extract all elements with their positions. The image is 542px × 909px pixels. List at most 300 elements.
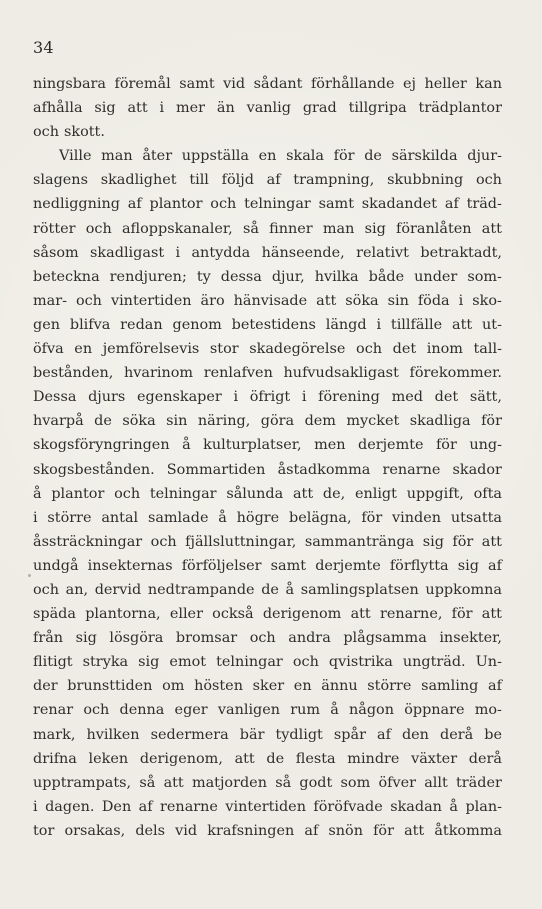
text-line bbox=[33, 120, 502, 144]
word: såsom bbox=[33, 244, 79, 261]
text-line bbox=[33, 289, 502, 313]
word: öppnare bbox=[404, 702, 465, 719]
word: krafsningen bbox=[207, 822, 295, 839]
word: och bbox=[475, 172, 502, 189]
word: af bbox=[304, 822, 319, 839]
word: plantor bbox=[149, 196, 203, 213]
word: en bbox=[293, 678, 312, 695]
word: qvistrika bbox=[328, 654, 393, 671]
text-line bbox=[33, 747, 502, 771]
word: till bbox=[189, 172, 209, 189]
word: derigenom, bbox=[139, 750, 223, 767]
word: skadligast bbox=[90, 244, 165, 261]
word: denna bbox=[119, 702, 165, 719]
word: skogsföryngringen bbox=[33, 437, 170, 454]
word: telningar bbox=[149, 485, 217, 502]
word: att bbox=[481, 606, 502, 623]
word: tillfälle bbox=[390, 316, 443, 333]
word: sin bbox=[166, 413, 188, 430]
word: bestånden, bbox=[33, 365, 114, 382]
word: sig bbox=[75, 630, 97, 647]
word: den bbox=[401, 726, 429, 743]
word: öfver bbox=[378, 774, 416, 791]
word: plantor bbox=[51, 485, 105, 502]
word: rum bbox=[290, 702, 321, 719]
word: fjällsluttningar, bbox=[185, 533, 297, 550]
word: tor bbox=[33, 822, 55, 839]
word: snön bbox=[328, 822, 363, 839]
word: kan bbox=[475, 76, 502, 92]
word: äro bbox=[200, 292, 225, 309]
word: å bbox=[182, 437, 191, 454]
word: under bbox=[414, 268, 458, 285]
word: insekter, bbox=[439, 630, 502, 647]
word: samlade bbox=[147, 509, 209, 526]
word: träd- bbox=[466, 196, 502, 213]
word: för bbox=[481, 413, 502, 430]
word: att bbox=[350, 606, 371, 623]
word: af bbox=[488, 557, 502, 574]
word: allt bbox=[424, 774, 448, 791]
word: och bbox=[356, 341, 383, 358]
word: derå bbox=[468, 750, 502, 767]
word: med bbox=[391, 389, 423, 406]
word: telningar bbox=[216, 654, 283, 671]
word: ung- bbox=[469, 437, 502, 454]
word: inom bbox=[426, 341, 463, 358]
word: sedermera bbox=[150, 726, 229, 743]
word: renarne bbox=[160, 798, 218, 815]
word: å bbox=[285, 581, 295, 598]
word: att bbox=[481, 533, 502, 550]
word: också bbox=[212, 606, 254, 623]
word: andra bbox=[288, 630, 331, 647]
word: emot bbox=[169, 654, 207, 671]
word: ungträd. bbox=[402, 654, 466, 671]
word: gen bbox=[33, 316, 60, 333]
word: betestidens bbox=[231, 316, 316, 333]
word: uppkomna bbox=[425, 581, 502, 598]
word: antal bbox=[101, 509, 139, 526]
word: grad bbox=[302, 100, 337, 117]
word: brunsttiden bbox=[67, 678, 153, 695]
word: rendjuren; bbox=[109, 268, 187, 285]
word: de bbox=[261, 581, 279, 598]
word: renarne, bbox=[379, 606, 443, 623]
word: både bbox=[368, 268, 405, 285]
word: vintertiden bbox=[225, 798, 306, 815]
text-line bbox=[33, 506, 502, 530]
word: vanligen bbox=[217, 702, 281, 719]
text-line bbox=[33, 482, 502, 506]
text-line bbox=[33, 530, 502, 554]
word: djur- bbox=[467, 148, 502, 165]
word: åssträckningar bbox=[33, 533, 143, 550]
word: så bbox=[275, 774, 292, 791]
word: dels bbox=[135, 822, 166, 839]
word: ej bbox=[402, 76, 416, 92]
word: sig bbox=[364, 220, 386, 237]
word: man bbox=[101, 148, 133, 165]
word: derå bbox=[440, 726, 474, 743]
word: vid bbox=[175, 822, 198, 839]
word: högre bbox=[236, 509, 280, 526]
word: för bbox=[361, 509, 383, 526]
word: det bbox=[392, 341, 417, 358]
word: matjorden bbox=[191, 774, 267, 791]
word: nedtrampande bbox=[147, 581, 255, 598]
word: sig bbox=[457, 557, 479, 574]
word: skogsbestånden. bbox=[33, 461, 155, 478]
word: att bbox=[234, 750, 255, 767]
word: samt bbox=[270, 557, 307, 574]
word: att bbox=[404, 822, 425, 839]
text-line bbox=[33, 385, 502, 409]
word: mycket bbox=[346, 413, 400, 430]
word: det bbox=[434, 389, 459, 406]
word: för bbox=[333, 148, 355, 165]
word: och bbox=[292, 654, 319, 671]
word: der bbox=[33, 678, 58, 695]
word: ty bbox=[196, 268, 211, 285]
text-line bbox=[33, 771, 502, 795]
word: stryka bbox=[82, 654, 129, 671]
word: söka bbox=[345, 292, 379, 309]
word: belägna, bbox=[289, 509, 352, 526]
word: någon bbox=[349, 702, 394, 719]
word: antydda bbox=[191, 244, 251, 261]
word: förföljelser bbox=[181, 557, 262, 574]
text-line bbox=[33, 168, 502, 192]
word: sin bbox=[387, 292, 409, 309]
word: förening bbox=[318, 389, 380, 406]
word: skadegörelse bbox=[249, 341, 346, 358]
word: drifna bbox=[33, 750, 77, 767]
word: jemförelsevis bbox=[102, 341, 200, 358]
word: skala bbox=[286, 148, 324, 165]
paper-speck bbox=[28, 574, 31, 577]
word: vanlig bbox=[246, 100, 291, 117]
word: leken bbox=[88, 750, 129, 767]
word: renarne bbox=[382, 461, 441, 478]
word: i bbox=[376, 316, 382, 333]
word: följd bbox=[221, 172, 254, 189]
word: af bbox=[127, 196, 142, 213]
word: tall- bbox=[473, 341, 502, 358]
word: de, bbox=[322, 485, 346, 502]
word: i bbox=[33, 798, 38, 815]
word: blifva bbox=[69, 316, 111, 333]
word: hänseende, bbox=[261, 244, 345, 261]
text-line bbox=[33, 265, 502, 289]
word: bromsar bbox=[175, 630, 238, 647]
word: djurs bbox=[88, 389, 126, 406]
word: längd bbox=[325, 316, 367, 333]
word: mindre bbox=[347, 750, 400, 767]
word: godt bbox=[299, 774, 333, 791]
word: relativt bbox=[356, 244, 409, 261]
word: stor bbox=[209, 341, 239, 358]
word: mer bbox=[175, 100, 205, 117]
word: orsakas, bbox=[64, 822, 126, 839]
word: sålunda bbox=[226, 485, 284, 502]
word: enligt bbox=[354, 485, 397, 502]
word: ut- bbox=[482, 316, 502, 333]
word: i bbox=[175, 244, 181, 261]
word: om bbox=[162, 678, 185, 695]
word: trädplantor bbox=[418, 100, 502, 117]
word: telningar bbox=[244, 196, 311, 213]
word: af bbox=[377, 726, 391, 743]
word: skott. bbox=[64, 124, 105, 141]
text-line bbox=[33, 626, 502, 650]
word: slagens bbox=[33, 172, 88, 189]
word: Un- bbox=[475, 654, 502, 671]
page-number: 34 bbox=[33, 38, 54, 57]
text-line bbox=[33, 795, 502, 819]
word: att bbox=[481, 220, 502, 237]
word: djur, bbox=[271, 268, 305, 285]
word: söka bbox=[122, 413, 156, 430]
word: Den bbox=[101, 798, 132, 815]
text-line bbox=[33, 674, 502, 698]
text-line bbox=[33, 458, 502, 482]
word: åtkomma bbox=[434, 822, 502, 839]
word: skubbning bbox=[387, 172, 464, 189]
word: och bbox=[85, 220, 112, 237]
word: föröfvade bbox=[313, 798, 383, 815]
word: Dessa bbox=[33, 389, 77, 406]
text-line bbox=[33, 72, 502, 96]
word: sig bbox=[138, 654, 160, 671]
word: förekommer. bbox=[409, 365, 502, 382]
word: en bbox=[258, 148, 277, 165]
word: skadan bbox=[390, 798, 442, 815]
word: och bbox=[249, 630, 276, 647]
word: ningsbara bbox=[33, 76, 106, 92]
word: de bbox=[364, 148, 382, 165]
word: att bbox=[127, 100, 148, 117]
word: kulturplatser, bbox=[203, 437, 302, 454]
word: skador bbox=[452, 461, 502, 478]
word: heller bbox=[424, 76, 467, 92]
word: hvilken bbox=[86, 726, 140, 743]
word: derjemte bbox=[315, 557, 381, 574]
word: att bbox=[292, 485, 314, 502]
word: mo- bbox=[474, 702, 502, 719]
word: afloppskanaler, bbox=[121, 220, 233, 237]
word: utsatta bbox=[450, 509, 502, 526]
word: men bbox=[314, 437, 346, 454]
word: för bbox=[373, 822, 394, 839]
word: större bbox=[367, 678, 412, 695]
word: an, bbox=[65, 581, 89, 598]
word: upptrampats, bbox=[33, 774, 132, 791]
word: å bbox=[218, 509, 227, 526]
text-line bbox=[33, 698, 502, 722]
word: egenskaper bbox=[136, 389, 222, 406]
word: sig bbox=[94, 100, 116, 117]
word: samling bbox=[421, 678, 479, 695]
word: samt bbox=[318, 196, 354, 213]
word: dessa bbox=[220, 268, 262, 285]
word: hösten bbox=[194, 678, 243, 695]
word: sådant bbox=[253, 76, 303, 92]
word: sig bbox=[422, 533, 444, 550]
word: flitigt bbox=[33, 654, 73, 671]
word: afhålla bbox=[33, 100, 83, 117]
word: mar- bbox=[33, 292, 67, 309]
word: och bbox=[75, 292, 102, 309]
word: å bbox=[33, 485, 42, 502]
word: späda bbox=[33, 606, 76, 623]
word: eller bbox=[169, 606, 203, 623]
text-line bbox=[33, 554, 502, 578]
word: som bbox=[340, 774, 371, 791]
word: trampning, bbox=[293, 172, 375, 189]
word: träder bbox=[456, 774, 502, 791]
text-line bbox=[33, 409, 502, 433]
word: sko- bbox=[472, 292, 502, 309]
word: Sommartiden bbox=[166, 461, 266, 478]
word: skadlighet bbox=[100, 172, 177, 189]
word: åstadkomma bbox=[277, 461, 371, 478]
word: så bbox=[242, 220, 259, 237]
word: bär bbox=[239, 726, 265, 743]
word: en bbox=[74, 341, 93, 358]
word: tillgripa bbox=[348, 100, 407, 117]
word: större bbox=[47, 509, 92, 526]
word: derigenom bbox=[262, 606, 342, 623]
word: hänvisade bbox=[233, 292, 308, 309]
word: hvarinom bbox=[124, 365, 194, 382]
word: af bbox=[488, 678, 502, 695]
word: och bbox=[114, 485, 141, 502]
word: att bbox=[163, 774, 184, 791]
word: betraktadt, bbox=[420, 244, 502, 261]
word: och bbox=[150, 533, 177, 550]
word: de bbox=[94, 413, 112, 430]
word: eger bbox=[174, 702, 208, 719]
word: näring, bbox=[197, 413, 251, 430]
text-line bbox=[33, 361, 502, 385]
text-line bbox=[33, 337, 502, 361]
word: och bbox=[33, 124, 59, 141]
word: öfva bbox=[33, 341, 64, 358]
word: beteckna bbox=[33, 268, 100, 285]
word: renlafven bbox=[203, 365, 273, 382]
word: vid bbox=[223, 76, 246, 92]
word: plan- bbox=[465, 798, 502, 815]
word: insekternas bbox=[87, 557, 173, 574]
word: samlingsplatsen bbox=[300, 581, 419, 598]
word: än bbox=[216, 100, 235, 117]
word: hvarpå bbox=[33, 413, 84, 430]
word: i bbox=[159, 100, 165, 117]
word: ofta bbox=[473, 485, 502, 502]
word: att bbox=[316, 292, 337, 309]
word: öfrigt bbox=[249, 389, 291, 406]
word: som- bbox=[467, 268, 502, 285]
word: från bbox=[33, 630, 64, 647]
word: rötter bbox=[33, 220, 76, 237]
word: hvilka bbox=[314, 268, 359, 285]
word: särskilda bbox=[391, 148, 458, 165]
word: föremål bbox=[114, 76, 171, 92]
word: nedliggning bbox=[33, 196, 120, 213]
word: man bbox=[322, 220, 355, 237]
word: i bbox=[458, 292, 464, 309]
word: föda bbox=[417, 292, 450, 309]
word: hufvudsakligast bbox=[283, 365, 399, 382]
word: uppgift, bbox=[406, 485, 464, 502]
word: af bbox=[266, 172, 281, 189]
word: af bbox=[138, 798, 153, 815]
text-line bbox=[33, 217, 502, 241]
word: göra bbox=[260, 413, 295, 430]
word: redan bbox=[120, 316, 163, 333]
text-line bbox=[33, 192, 502, 216]
word: skadandet bbox=[361, 196, 438, 213]
body-text bbox=[33, 72, 502, 843]
word: vinden bbox=[392, 509, 442, 526]
text-line bbox=[33, 433, 502, 457]
word: och bbox=[210, 196, 237, 213]
word: ännu bbox=[321, 678, 358, 695]
word: uppställa bbox=[181, 148, 249, 165]
word: sker bbox=[252, 678, 285, 695]
text-line bbox=[33, 241, 502, 265]
word: sätt, bbox=[469, 389, 502, 406]
word: i bbox=[301, 389, 307, 406]
text-line bbox=[33, 578, 502, 602]
word: derjemte bbox=[357, 437, 424, 454]
word: å bbox=[449, 798, 458, 815]
word: å bbox=[330, 702, 339, 719]
word: renar bbox=[33, 702, 74, 719]
text-line bbox=[33, 144, 502, 168]
word: finner bbox=[269, 220, 313, 237]
word: tydligt bbox=[275, 726, 323, 743]
word: åter bbox=[142, 148, 173, 165]
word: för bbox=[452, 533, 474, 550]
text-line bbox=[33, 602, 502, 626]
word: sammantränga bbox=[304, 533, 415, 550]
word: växter bbox=[411, 750, 458, 767]
word: de bbox=[266, 750, 285, 767]
word: för bbox=[435, 437, 457, 454]
word: plantorna, bbox=[85, 606, 161, 623]
word: mark, bbox=[33, 726, 76, 743]
word: i bbox=[33, 509, 38, 526]
word: spår bbox=[333, 726, 366, 743]
word: samt bbox=[179, 76, 215, 92]
text-line bbox=[33, 819, 502, 843]
text-line bbox=[33, 96, 502, 120]
word: att bbox=[452, 316, 473, 333]
text-line bbox=[33, 723, 502, 747]
word: föranlåten bbox=[396, 220, 472, 237]
word: Ville bbox=[59, 148, 92, 165]
word: förflytta bbox=[389, 557, 449, 574]
word: så bbox=[139, 774, 156, 791]
word: genom bbox=[172, 316, 222, 333]
word: och bbox=[33, 581, 59, 598]
word: lösgöra bbox=[109, 630, 164, 647]
word: förhållande bbox=[310, 76, 395, 92]
word: plågsamma bbox=[343, 630, 427, 647]
text-line bbox=[33, 313, 502, 337]
